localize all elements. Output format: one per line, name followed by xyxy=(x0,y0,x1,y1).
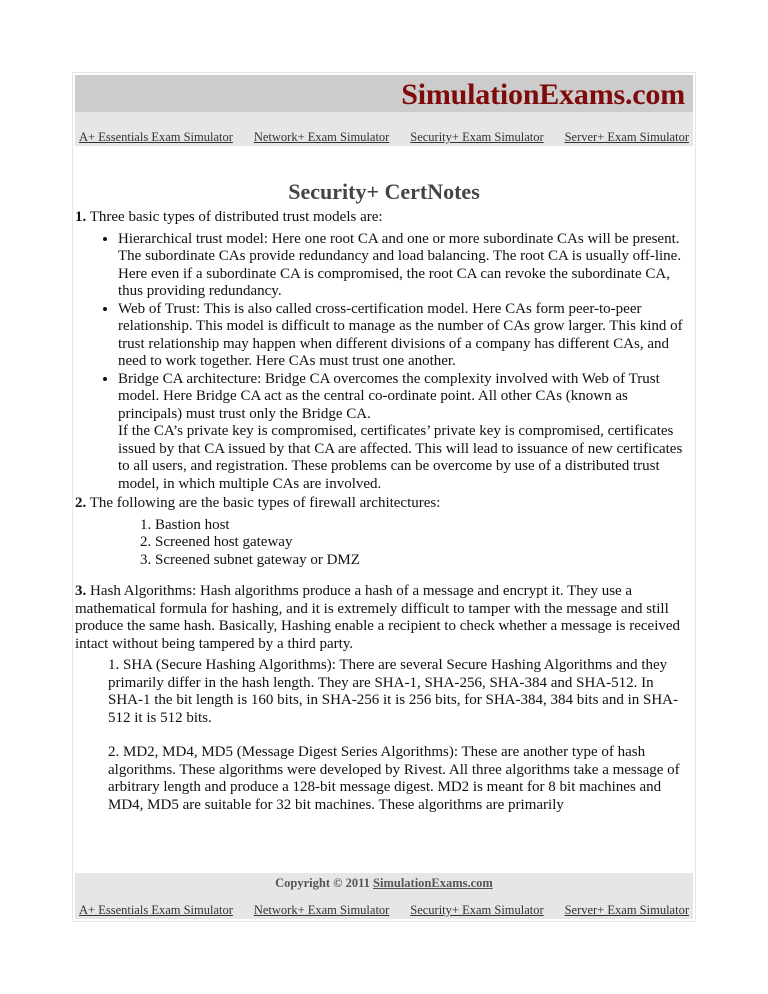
list-item xyxy=(118,371,691,494)
section-1-intro-text: Three basic types of distributed trust models are: xyxy=(86,209,383,225)
list-item-text: Bridge CA architecture: Bridge CA overcomes the complexity involved with Web of Trust model. Here Bridge CA act as the central co-ordinate point. All other CAs (known as principals) must trust only the Bridge CA. xyxy=(118,370,660,422)
section-2-intro xyxy=(75,495,691,513)
copyright-notice xyxy=(75,876,693,891)
list-item-text: Hierarchical trust model: Here one root CA and one or more subordinate CAs will be present. The subordinate CAs provide redundancy and load balancing. The root CA is usually off-line. Here even if a subordinate CA is compromised, the root CA can revoke the subordinate CA, thus providing redundancy. xyxy=(118,230,682,299)
list-item: 3. Screened subnet gateway or DMZ xyxy=(155,552,691,570)
header-nav xyxy=(79,129,689,145)
section-3-intro-text: Hash Algorithms: Hash algorithms produce a hash of a message and encrypt it. They use a mathematical formula for hashing, and it is extremely difficult to tamper with the message and still produce the same hash. Basically, Hashing enable a recipient to check whether a message is received intact without being tampered by a third party. xyxy=(75,583,681,652)
list-item: 2. Screened host gateway xyxy=(155,534,691,552)
section-number: 1. xyxy=(75,209,87,225)
footer-link-security-plus[interactable]: Security+ Exam Simulator xyxy=(410,903,544,917)
list-item-note: If the CA’s private key is compromised, certificates’ private key is compromised, certificates issued by that CA issued by that CA are affected. This will lead to issuance of new certificates to all users, and registration. These problems can be overcome by use of a distributed trust model, in which multiple CAs are involved. xyxy=(118,423,683,492)
list-item: 1. Bastion host xyxy=(155,517,691,535)
footer-nav xyxy=(79,902,689,918)
list-item xyxy=(118,231,691,301)
header-brand-bar xyxy=(75,75,693,112)
nav-link-network-plus[interactable]: Network+ Exam Simulator xyxy=(253,130,390,144)
footer-link-server-plus[interactable]: Server+ Exam Simulator xyxy=(564,903,689,917)
section-number: 2. xyxy=(75,495,87,511)
section-2-intro-text: The following are the basic types of firewall architectures: xyxy=(86,495,441,511)
list-item xyxy=(118,301,691,371)
page-container xyxy=(72,72,696,922)
footer-link-network-plus[interactable]: Network+ Exam Simulator xyxy=(253,903,390,917)
trust-models-list xyxy=(75,231,691,494)
section-3-intro xyxy=(75,583,691,653)
document-body xyxy=(75,209,691,814)
list-item-text: Web of Trust: This is also called cross-certification model. Here CAs form peer-to-peer relationship. This model is difficult to manage as the number of CAs grow larger. This kind of trust relationship may happen when different divisions of a company has different CAs, and need to work together. Here CAs must trust one another. xyxy=(118,300,683,369)
md-subsection: 2. MD2, MD4, MD5 (Message Digest Series Algorithms): These are another type of hash algorithms. These algorithms were developed by Rivest. All three algorithms take a message of arbitrary length and produce a 128-bit message digest. MD2 is meant for 8 bit machines and MD4, MD5 are suitable for 32 bit machines. These algorithms are primarily xyxy=(108,744,680,813)
sha-subsection: 1. SHA (Secure Hashing Algorithms): There are several Secure Hashing Algorithms and they primarily differ in the hash length. They are SHA-1, SHA-256, SHA-384 and SHA-512. In SHA-1 the bit length is 160 bits, in SHA-256 it is 256 bits, for SHA-384, 384 bits and in SHA-512 it is 512 bits. xyxy=(108,657,679,726)
footer-bar xyxy=(75,873,693,919)
copyright-text: Copyright © 2011 xyxy=(275,876,374,890)
nav-link-aplus-essentials[interactable]: A+ Essentials Exam Simulator xyxy=(79,130,233,144)
footer-link-aplus-essentials[interactable]: A+ Essentials Exam Simulator xyxy=(79,903,233,917)
copyright-link[interactable]: SimulationExams.com xyxy=(373,876,493,890)
section-1-intro xyxy=(75,209,691,227)
firewall-architectures-list xyxy=(75,517,691,570)
nav-link-security-plus[interactable]: Security+ Exam Simulator xyxy=(410,130,544,144)
section-number: 3. xyxy=(75,583,87,599)
site-logo[interactable]: SimulationExams.com xyxy=(401,78,685,111)
nav-link-server-plus[interactable]: Server+ Exam Simulator xyxy=(564,130,689,144)
page-title: Security+ CertNotes xyxy=(288,179,480,204)
header-nav-bar xyxy=(75,112,693,146)
